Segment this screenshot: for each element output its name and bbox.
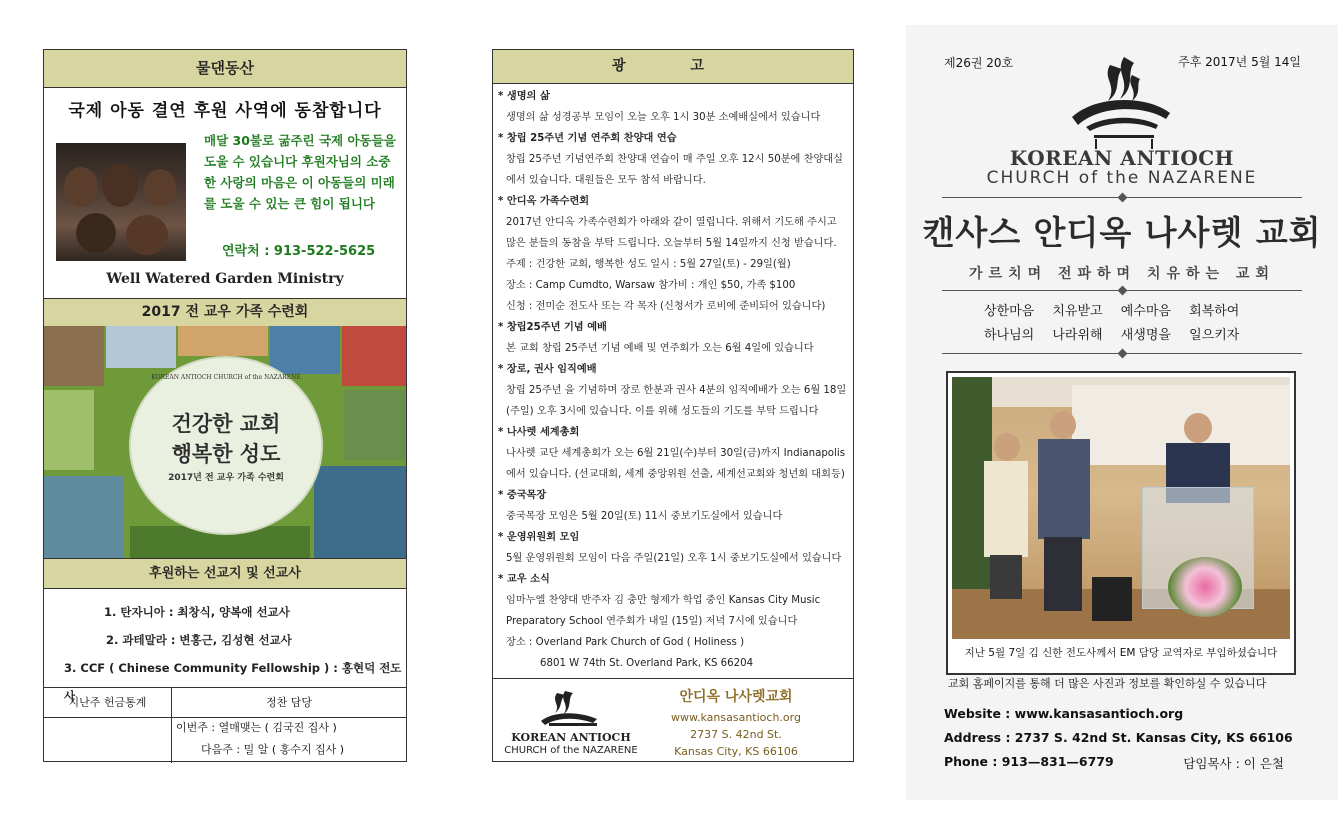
missions-header: 후원하는 선교지 및 선교사 [44, 558, 406, 589]
divider-bottom [942, 353, 1302, 354]
footer-website-link[interactable]: www.kansasantioch.org [671, 711, 801, 724]
divider-top [942, 197, 1302, 198]
announcement-line: 본 교회 창립 25주년 기념 예배 및 연주회가 오는 6월 4일에 있습니다 [506, 343, 814, 354]
english-name-line2: CHURCH of the NAZARENE [986, 168, 1258, 188]
orphan-sponsorship-section [44, 88, 406, 297]
announcement-line: 많은 분들의 동참을 부탁 드립니다. 오늘부터 5월 14일까지 신청 받습니다. [506, 238, 837, 249]
announcement-title: * 운영위원회 모임 [498, 532, 580, 543]
announcement-line: Preparatory School 연주회가 내일 (15일) 저녁 7시에 있습니다 [506, 616, 798, 627]
church-slogan: 가르치며 전파하며 치유하는 교회 [969, 266, 1275, 282]
church-logo-icon [501, 687, 641, 757]
announcement-line: 중국목장 모임은 5월 20일(토) 11시 중보기도실에서 있습니다 [506, 511, 783, 522]
retreat-poster-line3: 2017년 전 교우 가족 수련회 [168, 473, 284, 483]
installation-photo-frame [946, 371, 1296, 675]
announcement-title: * 창립25주년 기념 예배 [498, 322, 607, 333]
church-footer [493, 678, 853, 764]
church-website[interactable]: Website : www.kansasantioch.org [944, 706, 1184, 721]
announcement-line: 에서 있습니다. (선교대회, 세계 중앙위원 선출, 세계선교회와 청년회 대회등) [506, 469, 845, 480]
announcement-title: * 나사렛 세계총회 [498, 427, 580, 438]
retreat-poster-image [44, 326, 406, 558]
footer-logo-line2: CHURCH of the NAZARENE [504, 745, 638, 756]
announcements-panel [492, 49, 854, 762]
mission-item: 2. 과테말라 : 변홍근, 김성현 선교사 [106, 633, 292, 647]
announcements-header: 광 고 [493, 50, 853, 84]
announcement-line: 5월 운영위원회 모임이 다음 주일(21일) 오후 1시 중보기도실에서 있습니다 [506, 553, 842, 564]
announcement-title: * 교우 소식 [498, 574, 550, 585]
announcement-line: 신청 : 전미순 전도사 또는 각 목자 (신청서가 로비에 준비되어 있습니다) [506, 301, 826, 312]
announcement-line: 나사렛 교단 세계총회가 오는 6월 21일(수)부터 30일(금)까지 Indianapolis [506, 448, 846, 459]
volume-number: 제26권 20호 [944, 56, 1014, 70]
orphan-contact-phone: 연락처 : 913-522-5625 [222, 244, 376, 259]
announcement-line: 주제 : 건강한 교회, 행복한 성도 일시 : 5월 27일(토) - 29일(월) [506, 259, 791, 270]
offering-table [44, 687, 406, 763]
motto-line2: 하나님의 나라위해 새생명을 일으키자 [984, 328, 1240, 343]
cleaning-header: 정찬 담당 [172, 688, 406, 718]
installation-photo [952, 377, 1290, 639]
cover-panel [906, 25, 1338, 800]
children-photo [56, 143, 186, 261]
announcement-line: 임마누엘 찬양대 반주자 김 충만 형제가 학업 중인 Kansas City Music [506, 595, 821, 606]
mission-item: 1. 탄자니아 : 최창식, 양복애 선교사 [104, 605, 290, 619]
retreat-poster-line2: 행복한 성도 [171, 442, 281, 466]
church-flame-logo-icon [1066, 55, 1176, 155]
senior-pastor: 담임목사 : 이 은철 [1183, 756, 1284, 771]
announcement-line: 창립 25주년 을 기념하며 장로 한분과 권사 4분의 임직예배가 오는 6월 18일 [506, 385, 847, 396]
announcement-line: 장소 : Camp Cumdto, Warsaw 참가비 : 개인 $50, 가족 $100 [506, 280, 796, 291]
footer-church-name: 안디옥 나사렛교회 [679, 689, 793, 705]
footer-logo-line1: KOREAN ANTIOCH [511, 731, 631, 744]
announcement-line: 생명의 삶 성경공부 모임이 오늘 오후 1시 30분 소예배실에서 있습니다 [506, 112, 821, 123]
announcements-list [498, 86, 849, 674]
retreat-poster-church: KOREAN ANTIOCH CHURCH of the NAZARENE [151, 374, 301, 381]
bulletin-date: 주후 2017년 5월 14일 [1178, 55, 1301, 69]
homepage-note: 교회 홈페이지를 통해 더 많은 사진과 정보를 확인하실 수 있습니다 [948, 677, 1267, 690]
church-address: Address : 2737 S. 42nd St. Kansas City, KS 66106 [944, 730, 1293, 745]
footer-address-line2: Kansas City, KS 66106 [674, 745, 798, 758]
photo-caption: 지난 5월 7일 김 신한 전도사께서 EM 담당 교역자로 부임하셨습니다 [964, 647, 1278, 659]
offering-header: 지난주 헌금통계 [44, 688, 171, 718]
mission-item: 3. CCF ( Chinese Community Fellowship ) : 홍현덕 전도사 [64, 661, 402, 703]
announcement-line: 창립 25주년 기념연주회 찬양대 연습이 매 주일 오후 12시 50분에 찬양대실 [506, 154, 843, 165]
footer-address-line1: 2737 S. 42nd St. [690, 728, 782, 741]
retreat-poster-circle [129, 356, 323, 535]
motto-line1: 상한마음 치유받고 예수마음 회복하여 [984, 304, 1240, 319]
retreat-header: 2017 전 교우 가족 수련회 [44, 298, 406, 327]
well-watered-garden-header: 물댄동산 [44, 50, 406, 88]
ministry-name: Well Watered Garden Ministry [106, 271, 344, 287]
retreat-poster-line1: 건강한 교회 [171, 412, 281, 436]
orphan-sponsorship-text: 매달 30불로 굶주린 국제 아동들을 도울 수 있습니다 후원자님의 소중한 사랑의 마음은 이 아동들의 미래를 도울 수 있는 큰 힘이 됩니다 [204, 133, 396, 211]
church-phone: Phone : 913—831—6779 [944, 754, 1114, 769]
orphan-sponsorship-title: 국제 아동 결연 후원 사역에 동참합니다 [68, 101, 382, 121]
announcement-line: 장소 : Overland Park Church of God ( Holiness ) [506, 637, 745, 648]
announcement-title: * 중국목장 [498, 490, 547, 501]
announcement-line: (주일) 오후 3시에 있습니다. 이를 위해 성도들의 기도를 부탁 드립니다 [506, 406, 819, 417]
announcement-title: * 생명의 삶 [498, 91, 550, 102]
announcement-title: * 안디옥 가족수련회 [498, 196, 590, 207]
left-panel [43, 49, 407, 762]
church-info [651, 685, 821, 760]
english-name-line1: KOREAN ANTIOCH [1009, 146, 1235, 170]
announcement-line: 에서 있습니다. 대원들은 모두 참석 바랍니다. [506, 175, 706, 186]
divider-middle [942, 290, 1302, 291]
announcement-line: 6801 W 74th St. Overland Park, KS 66204 [540, 658, 754, 669]
announcement-title: * 장로, 권사 임직예배 [498, 364, 597, 375]
cleaning-this-week: 이번주 : 열매맺는 ( 김국진 집사 ) [176, 721, 337, 734]
announcement-line: 2017년 안디옥 가족수련회가 아래와 같이 열립니다. 위해서 기도해 주시고 [506, 217, 837, 228]
announcement-title: * 창립 25주년 기념 연주회 찬양대 연습 [498, 133, 677, 144]
cleaning-next-week: 다음주 : 밀 알 ( 홍수지 집사 ) [201, 743, 345, 756]
korean-church-name: 캔사스 안디옥 나사렛 교회 [922, 213, 1322, 252]
